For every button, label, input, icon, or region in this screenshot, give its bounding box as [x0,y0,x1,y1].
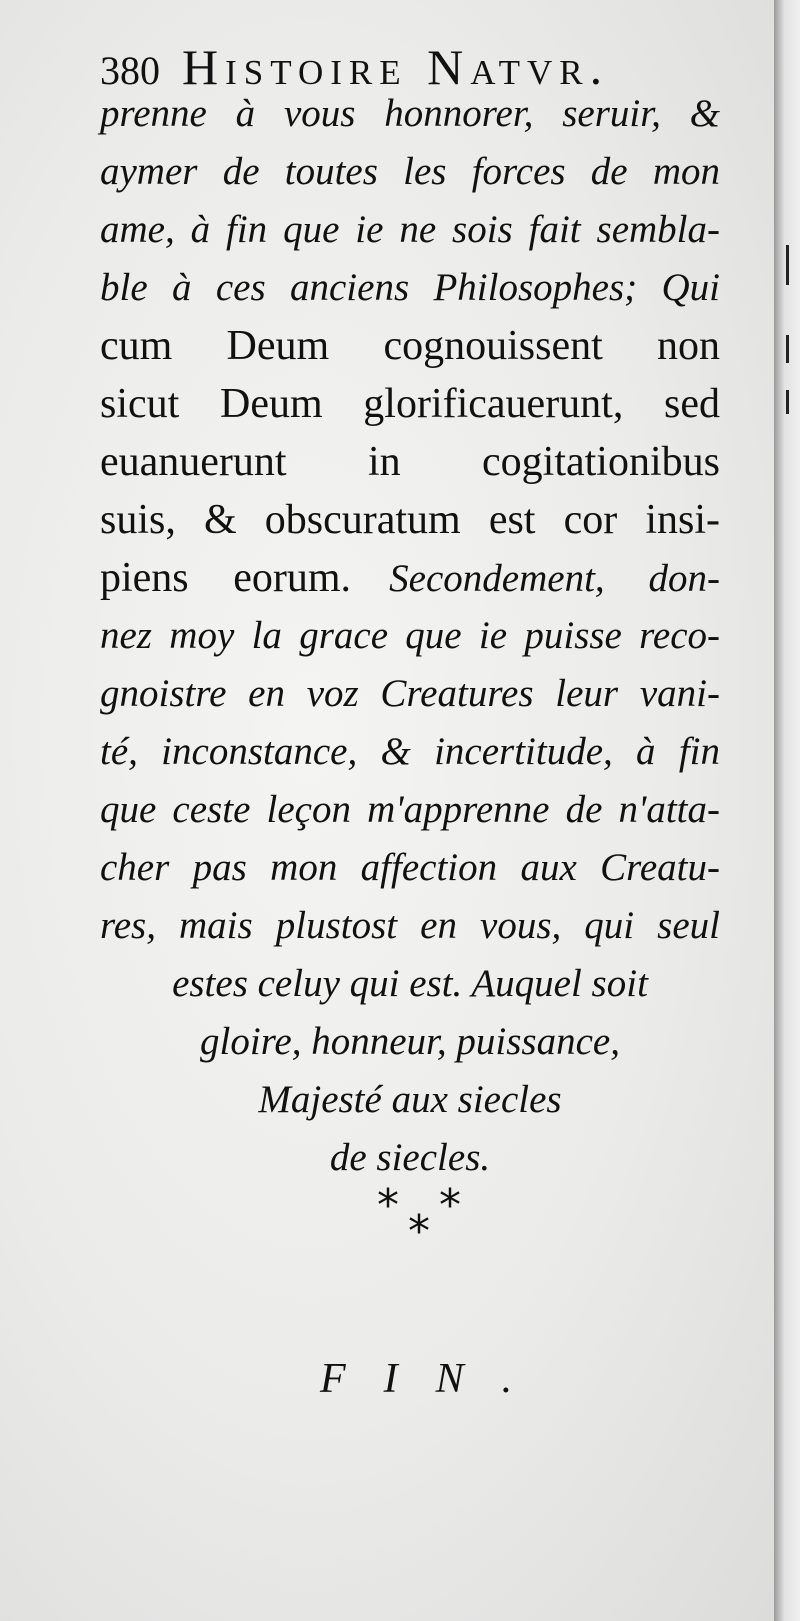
page-gutter [774,0,800,1621]
gutter-mark [786,390,789,414]
star-ornament: * [439,1180,461,1231]
text-line [100,549,720,607]
fin-label: FIN. [320,1356,551,1402]
gutter-mark [786,245,789,285]
text-line: Majesté aux siecles [258,1078,562,1121]
text-line: gnoistre en voz Creatures leur vani- [100,672,720,715]
star-ornament: * [377,1180,399,1231]
text-line: cum Deum cognouissent non [100,323,720,369]
text-line: que ceste leçon m'apprenne de n'atta- [100,788,720,831]
text-line: res, mais plustost en vous, qui seul [100,904,720,947]
text-line: suis, & obscuratum est cor insi- [100,497,720,543]
text-line: sicut Deum glorificauerunt, sed [100,381,720,427]
text-line: cher pas mon affection aux Creatu- [100,846,720,889]
star-ornament: * [408,1206,430,1257]
running-head: Histoire Natvr. [182,39,610,95]
text-line: de siecles. [329,1136,491,1179]
gutter-mark [786,335,789,363]
text-line: prenne à vous honnorer, seruir, & [100,92,720,135]
text-line: estes celuy qui est. Auquel soit [172,962,648,1005]
text-line: euanuerunt in cogitationibus [100,439,720,485]
text-line: gloire, honneur, puissance, [200,1020,620,1063]
text-line: ble à ces anciens Philosophes; Qui [100,266,720,309]
latin-end: piens eorum. [100,555,352,601]
page-number: 380 [100,48,160,93]
french-start: Secondement, don- [389,557,721,600]
asterism-ornament [375,1180,475,1260]
text-line: ame, à fin que ie ne sois fait sembla- [100,208,720,251]
text-line: té, inconstance, & incertitude, à fin [100,730,720,773]
body-text [100,85,720,1187]
text-line: nez moy la grace que ie puisse reco- [100,614,720,657]
text-line: aymer de toutes les forces de mon [100,150,720,193]
